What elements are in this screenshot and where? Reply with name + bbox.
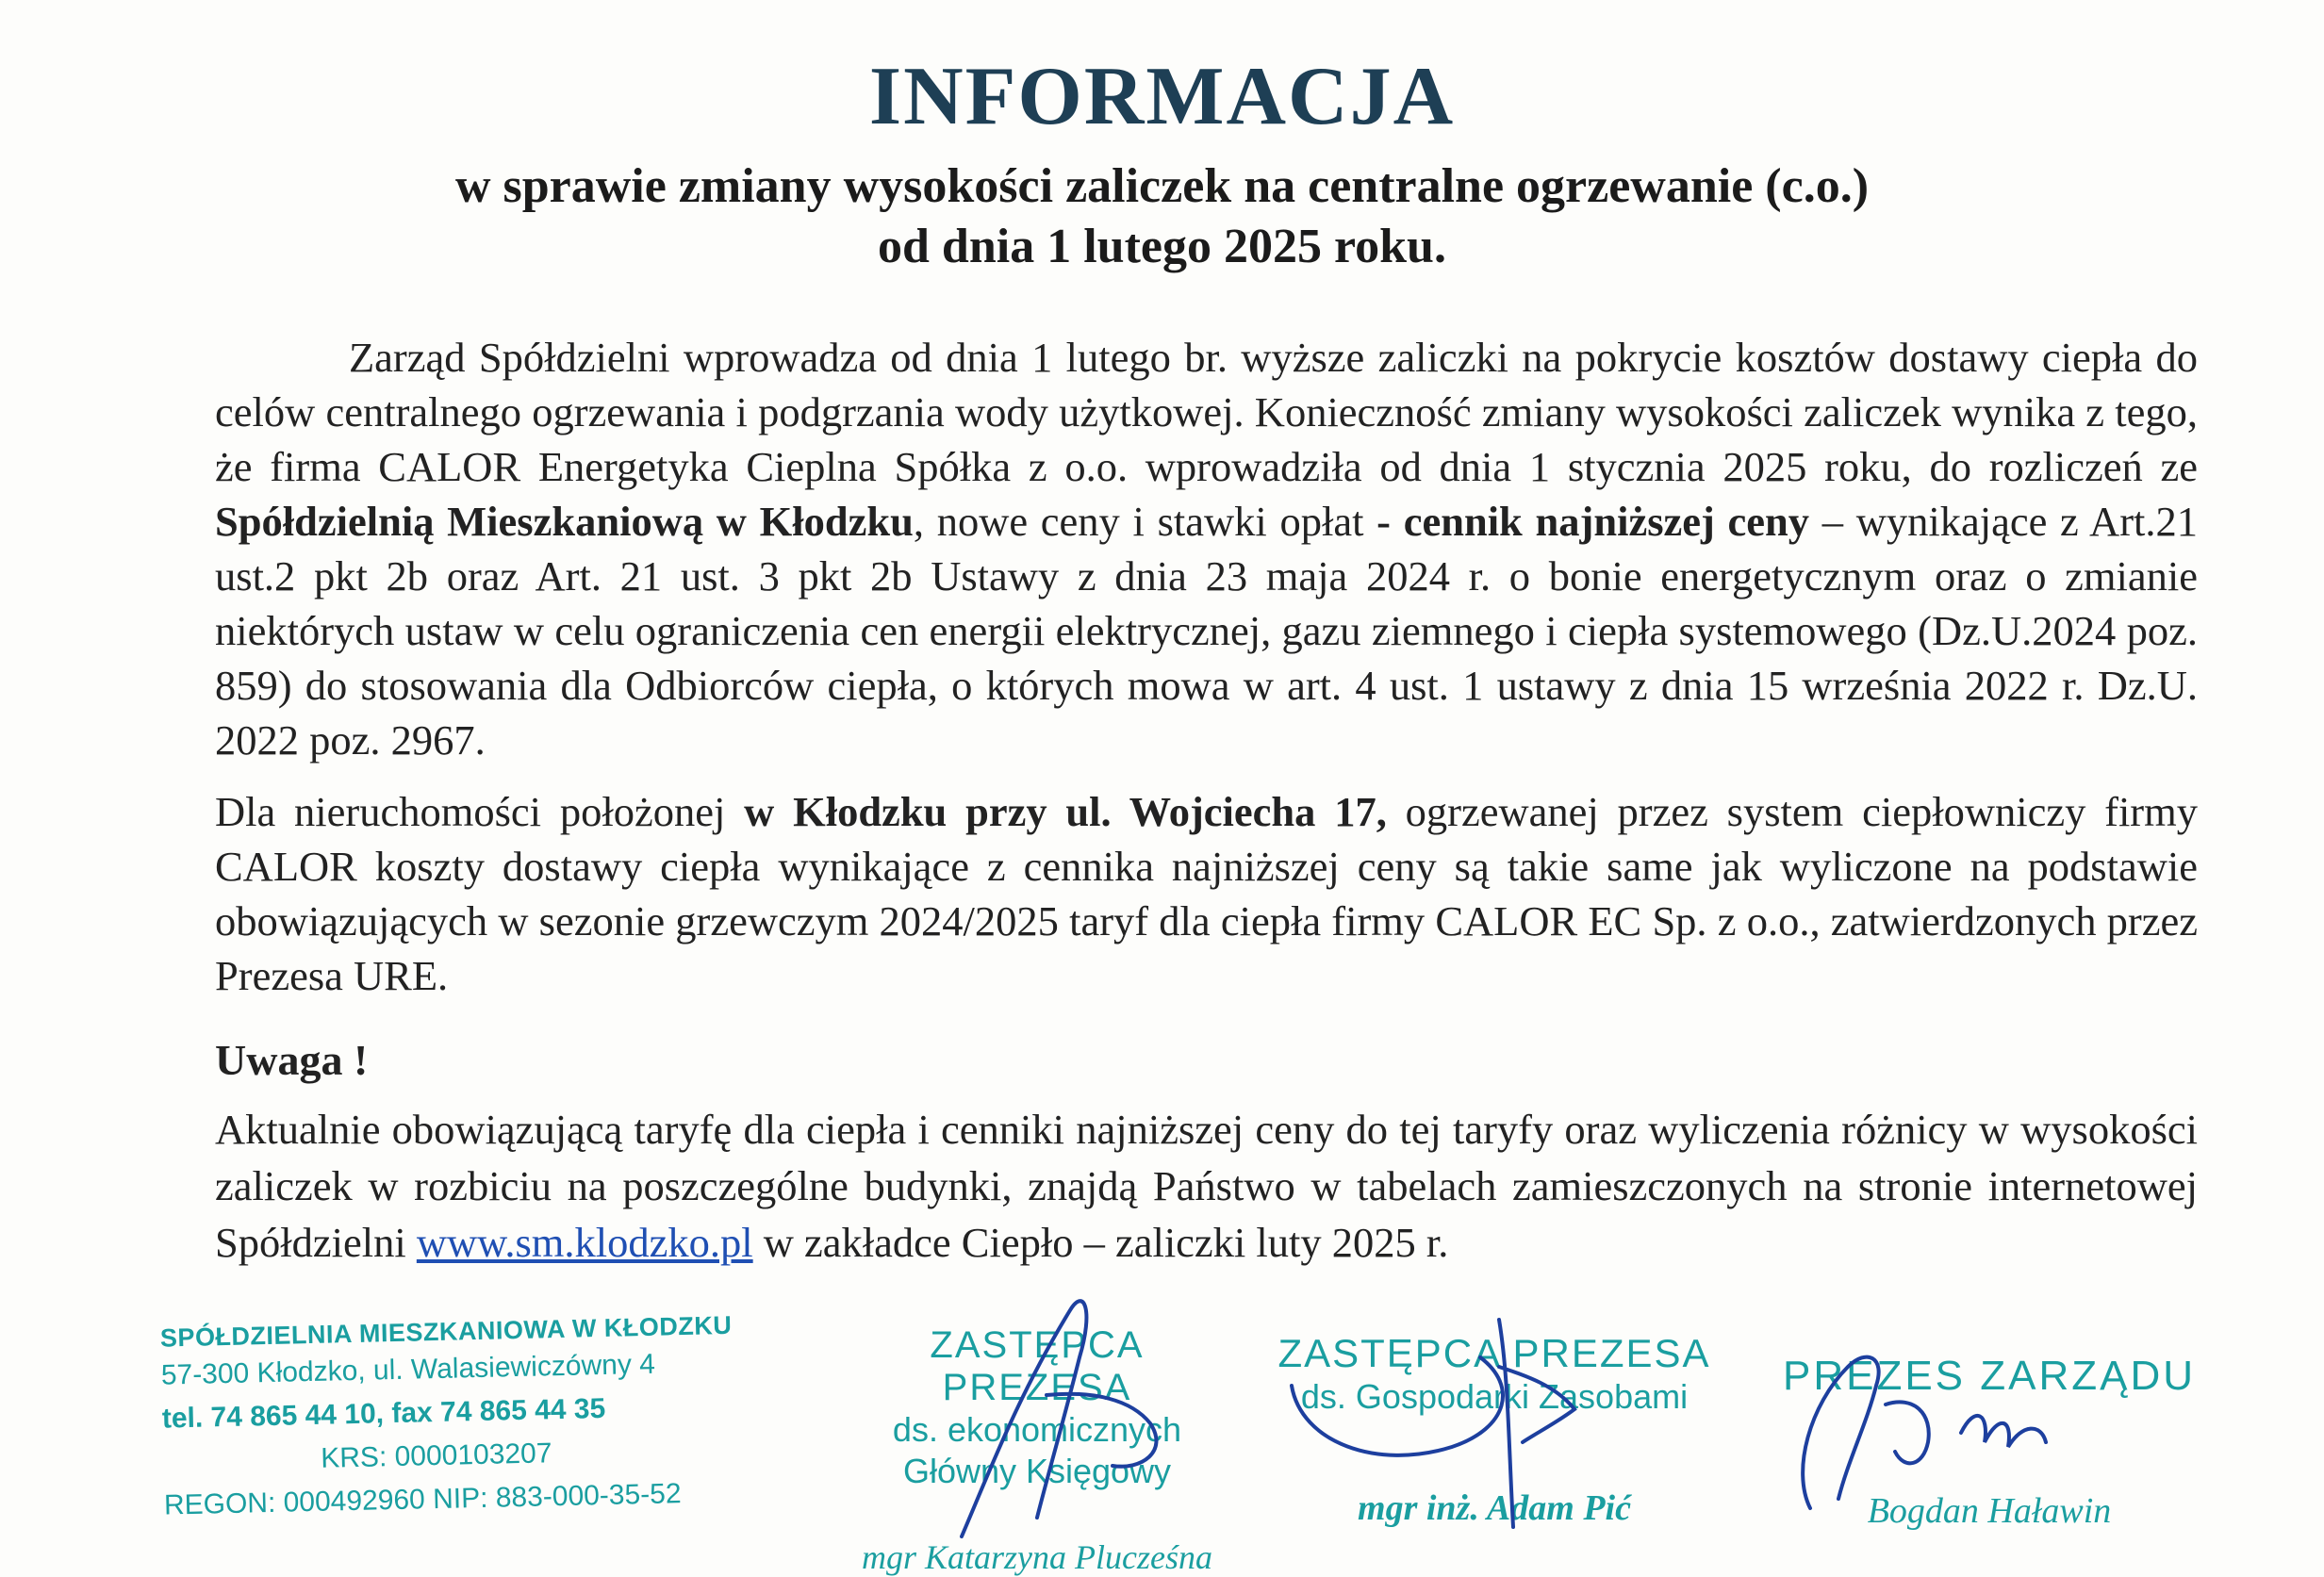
notice-text-1: Aktualnie obowiązującą taryfę dla ciepła i cenniki najniższej ceny do tej taryfy oraz wyliczenia różnicy w wysokości zaliczek w rozbiciu na poszczególne budynki, znajdą Państwo w tabelach zamieszczonych na stronie internetowej Spółdzielni: [215, 1106, 2198, 1266]
stamp-cooperative-name: SPÓŁDZIELNIA MIESZKANIOWA W KŁODZKU: [159, 1310, 733, 1353]
signature3-name: Bogdan Haławin: [1867, 1491, 2112, 1531]
paragraph1-text-2: , nowe ceny i stawki opłat: [913, 498, 1377, 545]
paragraph1-text-3: – wynikające z Art.21 ust.2 pkt 2b oraz Art. 21 ust. 3 pkt 2b Ustawy z dnia 23 maja 2024 r. o bonie energetycznym oraz o zmianie niektórych ustaw w celu ograniczenia cen energii elektrycznej, gazu ziemnego i ciepła systemowego (Dz.U.2024 poz. 859) do stosowania dla Odbiorców ciepła, o których mowa w art. 4 ust. 1 ustawy z dnia 15 września 2022 r. Dz.U. 2022 poz. 2967.: [215, 498, 2199, 764]
website-link[interactable]: www.sm.klodzko.pl: [416, 1219, 753, 1266]
handwritten-signature-2: [1273, 1282, 1669, 1565]
paragraph1-text-1: Zarząd Spółdzielni wprowadza od dnia 1 lutego br. wyższe zaliczki na pokrycie kosztów dostawy ciepła do celów centralnego ogrzewania i podgrzania wody użytkowej. Konieczność zmiany wysokości zaliczek wynika z tego, że firma CALOR Energetyka Cieplna Spółka z o.o. wprowadziła od dnia 1 stycznia 2025 roku, do rozliczeń ze: [215, 334, 2198, 490]
paragraph-tariff-change: [215, 330, 2198, 767]
stamp-address: 57-300 Kłodzko, ul. Walasiewiczówny 4: [160, 1348, 656, 1391]
paragraph2-text-2: ogrzewanej przez system ciepłowniczy firmy CALOR koszty dostawy ciepła wynikające z cennika najniższej ceny są takie same jak wyliczone na podstawie obowiązujących w sezonie grzewczym 2024/2025 taryf dla ciepła firmy CALOR EC Sp. z o.o., zatwierdzonych przez Prezesa URE.: [215, 788, 2198, 999]
paragraph2-bold-address: w Kłodzku przy ul. Wojciecha 17,: [744, 788, 1387, 835]
handwritten-signature-1: [905, 1282, 1244, 1565]
notice-heading: Uwaga !: [215, 1036, 369, 1084]
signature2-title: ZASTĘPCA PREZESA: [1277, 1331, 1711, 1375]
paragraph-notice: [215, 1101, 2198, 1271]
paragraph2-text-1: Dla nieruchomości położonej: [215, 788, 745, 835]
handwritten-signature-3: [1772, 1301, 2168, 1546]
cooperative-stamp: [159, 1310, 733, 1526]
signature2-name: mgr inż. Adam Pić: [1358, 1488, 1631, 1528]
stamp-krs: KRS: 0000103207: [320, 1437, 552, 1474]
signature1-line2: ds. ekonomicznych: [892, 1410, 1182, 1449]
signature3-title: PREZES ZARZĄDU: [1782, 1353, 2197, 1399]
signature1-title: ZASTĘPCA PREZESA: [930, 1324, 1145, 1408]
stamp-phone: tel. 74 865 44 10, fax 74 865 44 35: [161, 1392, 606, 1435]
paragraph1-bold-price-list: - cennik najniższej ceny: [1376, 498, 1810, 545]
paragraph-property: [215, 784, 2198, 1003]
notice-text-2: w zakładce Ciepło – zaliczki luty 2025 r.: [752, 1219, 1449, 1266]
paragraph1-bold-cooperative: Spółdzielnią Mieszkaniową w Kłodzku: [215, 498, 914, 545]
signature1-line3: Główny Księgowy: [902, 1452, 1172, 1490]
signature1-name: mgr Katarzyna Plucześna: [862, 1538, 1212, 1576]
document-title: INFORMACJA: [868, 51, 1456, 142]
signature2-line2: ds. Gospodarki Zasobami: [1300, 1377, 1689, 1416]
stamp-regon-nip: REGON: 000492960 NIP: 883-000-35-52: [163, 1478, 682, 1521]
document-subtitle-line1: w sprawie zmiany wysokości zaliczek na centralne ogrzewanie (c.o.): [454, 159, 1870, 213]
document-subtitle-line2: od dnia 1 lutego 2025 roku.: [878, 220, 1446, 273]
